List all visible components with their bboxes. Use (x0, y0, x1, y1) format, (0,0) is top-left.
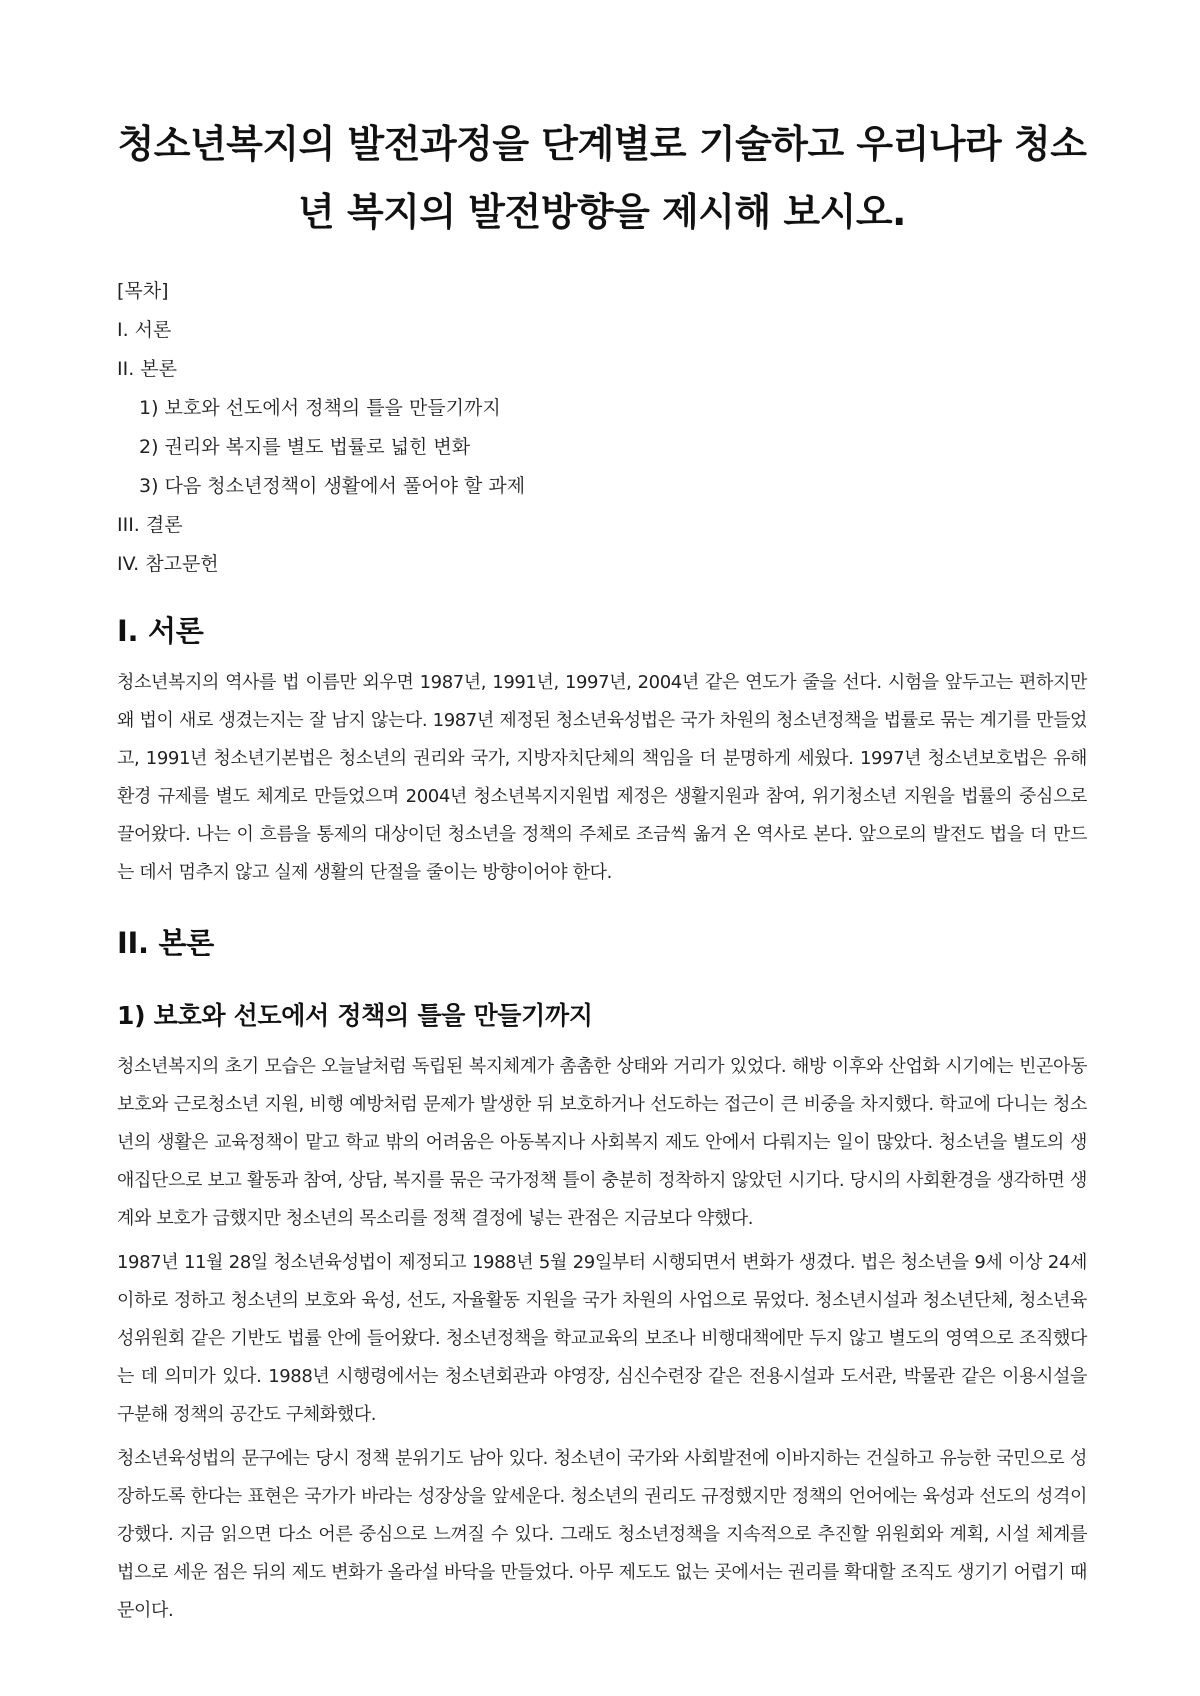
toc-item-body: II. 본론 (117, 358, 177, 380)
toc-item-conclusion: III. 결론 (117, 514, 183, 536)
document-title: 청소년복지의 발전과정을 단계별로 기술하고 우리나라 청소년 복지의 발전방향을 제시해 보시오. (117, 122, 1087, 234)
section-heading-intro: I. 서론 (117, 614, 204, 648)
section-heading-body: II. 본론 (117, 926, 214, 960)
table-of-contents (117, 272, 1087, 584)
toc-item-body-3: 3) 다음 청소년정책이 생활에서 풀어야 할 과제 (139, 475, 526, 497)
body-paragraph: 1987년 11월 28일 청소년육성법이 제정되고 1988년 5월 29일부터 시행되면서 변화가 생겼다. 법은 청소년을 9세 이상 24세 이하로 정하고 청소년의 보호와 육성, 선도, 자율활동 지원을 국가 차원의 사업으로 묶었다. 청소년시설과 청소년단체, 청소년육성위원회 같은 기반도 법률 안에 들어왔다. 청소년정책을 학교교육의 보조나 비행대책에만 두지 않고 별도의 영역으로 조직했다는 데 의미가 있다. 1988년 시행령에서는 청소년회관과 야영장, 심신수련장 같은 전용시설과 도서관, 박물관 같은 이용시설을 구분해 정책의 공간도 구체화했다. (117, 1252, 1087, 1425)
toc-item-references: IV. 참고문헌 (117, 553, 219, 575)
toc-heading: [목차] (117, 280, 169, 302)
toc-item-body-2: 2) 권리와 복지를 별도 법률로 넓힌 변화 (139, 436, 471, 458)
subsection-heading-1: 1) 보호와 선도에서 정책의 틀을 만들기까지 (117, 1001, 593, 1030)
toc-item-body-1: 1) 보호와 선도에서 정책의 틀을 만들기까지 (139, 397, 501, 419)
body-paragraph: 청소년육성법의 문구에는 당시 정책 분위기도 남아 있다. 청소년이 국가와 사회발전에 이바지하는 건실하고 유능한 국민으로 성장하도록 한다는 표현은 국가가 바라는 성장상을 앞세운다. 청소년의 권리도 규정했지만 정책의 언어에는 육성과 선도의 성격이 강했다. 지금 읽으면 다소 어른 중심으로 느껴질 수 있다. 그래도 청소년정책을 지속적으로 추진할 위원회와 계획, 시설 체계를 법으로 세운 점은 뒤의 제도 변화가 올라설 바닥을 만들었다. 아무 제도도 없는 곳에서는 권리를 확대할 조직도 생기기 어렵기 때문이다. (117, 1448, 1087, 1621)
intro-paragraph: 청소년복지의 역사를 법 이름만 외우면 1987년, 1991년, 1997년, 2004년 같은 연도가 줄을 선다. 시험을 앞두고는 편하지만 왜 법이 새로 생겼는지는 잘 남지 않는다. 1987년 제정된 청소년육성법은 국가 차원의 청소년정책을 법률로 묶는 계기를 만들었고, 1991년 청소년기본법은 청소년의 권리와 국가, 지방자치단체의 책임을 더 분명하게 세웠다. 1997년 청소년보호법은 유해환경 규제를 별도 체계로 만들었으며 2004년 청소년복지지원법 제정은 생활지원과 참여, 위기청소년 지원을 법률의 중심으로 끌어왔다. 나는 이 흐름을 통제의 대상이던 청소년을 정책의 주체로 조금씩 옮겨 온 역사로 본다. 앞으로의 발전도 법을 더 만드는 데서 멈추지 않고 실제 생활의 단절을 줄이는 방향이어야 한다. (117, 672, 1087, 883)
toc-item-intro: I. 서론 (117, 319, 172, 341)
body-paragraph: 청소년복지의 초기 모습은 오늘날처럼 독립된 복지체계가 촘촘한 상태와 거리가 있었다. 해방 이후와 산업화 시기에는 빈곤아동 보호와 근로청소년 지원, 비행 예방처럼 문제가 발생한 뒤 보호하거나 선도하는 접근이 큰 비중을 차지했다. 학교에 다니는 청소년의 생활은 교육정책이 맡고 학교 밖의 어려움은 아동복지나 사회복지 제도 안에서 다뤄지는 일이 많았다. 청소년을 별도의 생애집단으로 보고 활동과 참여, 상담, 복지를 묶은 국가정책 틀이 충분히 정착하지 않았던 시기다. 당시의 사회환경을 생각하면 생계와 보호가 급했지만 청소년의 목소리를 정책 결정에 넣는 관점은 지금보다 약했다. (117, 1056, 1087, 1229)
